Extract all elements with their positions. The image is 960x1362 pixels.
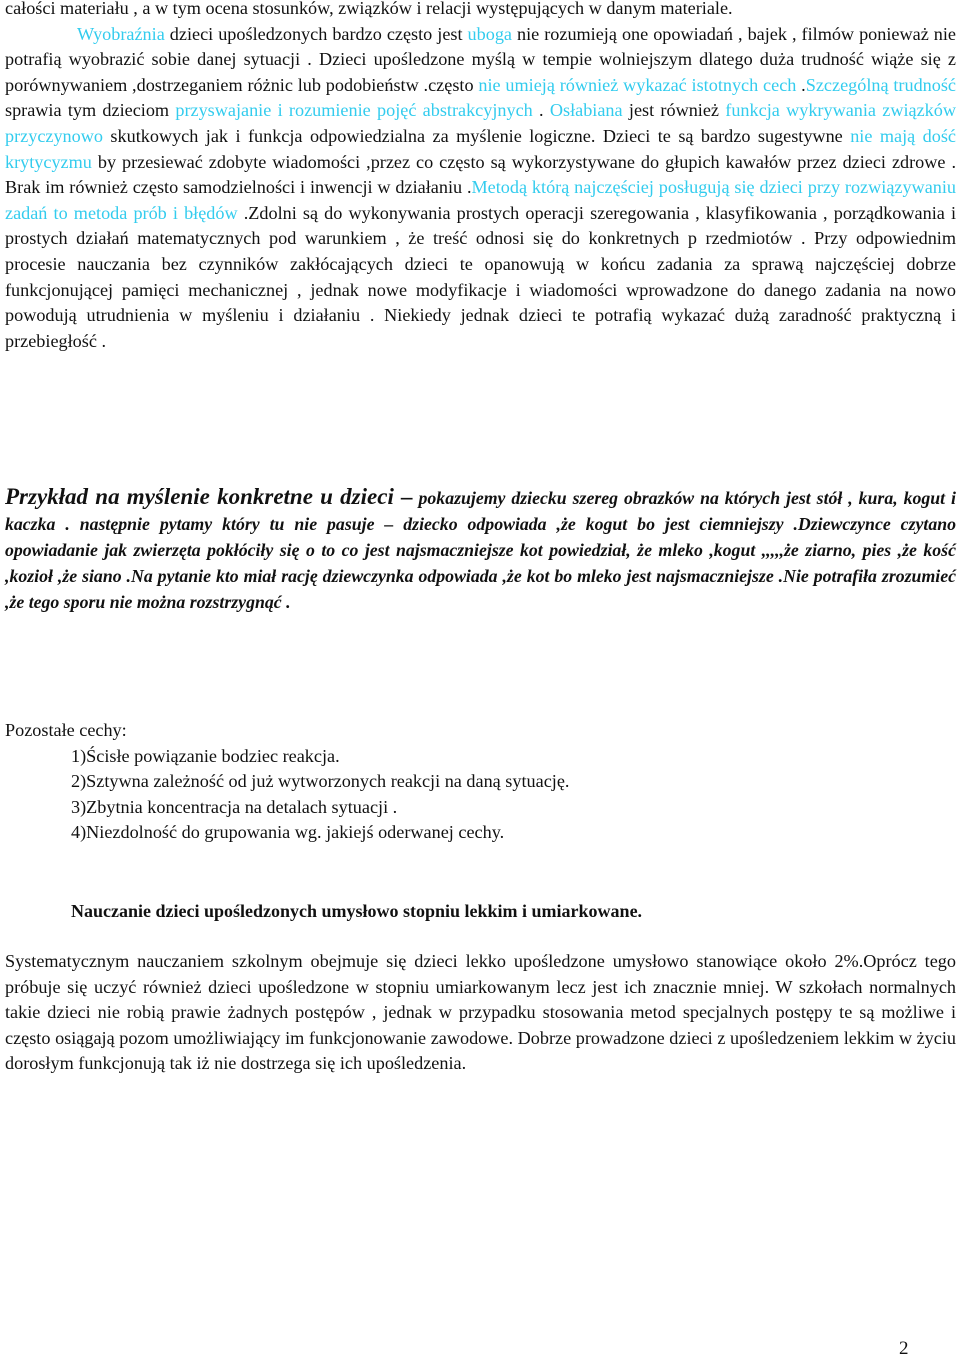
paragraph-teaching: Systematycznym nauczaniem szkolnym obejmuje się dzieci lekko upośledzone umysłowo stanowiące około 2%.Oprócz tego próbuje się uczyć również dzieci upośledzone w stopniu umiarkowanym lecz jest ich znacznie mniej. W szkołach normalnych takie dzieci nie robią prawie żadnych postępów , jednak w przypadku stosowania metod specjalnych postępy te są możliwe i często osiągają pozom umożliwiający im funkcjonowanie zawodowe. Dobrze prowadzone dzieci z upośledzeniem lekkim w życiu dorosłym funkcjonują tak iż nie dostrzega się ich upośledzenia.	[5, 951, 956, 1074]
highlight-text: Wyobraźnia	[77, 23, 165, 44]
highlight-text: Szczególną trudność	[805, 74, 956, 95]
highlight-text: nie mają dość krytycyzmu	[5, 125, 956, 172]
highlight-text: nie umieją również wykazać istotnych cech	[478, 74, 797, 95]
highlight-text: funkcja wykrywania związków przyczynowo	[5, 100, 956, 146]
text-run: jest również	[622, 100, 726, 121]
text-run: sprawia tym dzieciom	[5, 100, 176, 121]
section-heading: Nauczanie dzieci upośledzonych umysłowo stopniu lekkim i umiarkowane.	[71, 901, 643, 921]
page-number: 2	[899, 1338, 909, 1359]
traits-title: Pozostałe cechy:	[5, 720, 127, 740]
example-paragraph	[5, 484, 956, 615]
text-run: nie rozumieją one opowiadań , bajek , filmów ponieważ nie potrafią wyobrazić sobie danej sytuacji . Dzieci upośledzone myślą w tempie wolniejszym dlatego duża trudność wiąże się z porównywaniem ,dostrzeganiem różnic lub podobieństw .często	[5, 23, 956, 95]
text-run: całości materiału , a w tym ocena stosunków, związków i relacji występujących w danym materiale.	[5, 0, 733, 18]
highlight-text: Osłabiana	[549, 100, 623, 121]
highlight-text: uboga	[467, 23, 512, 44]
highlight-text: przyswajanie i rozumienie pojęć abstrakcyjnych	[175, 100, 533, 121]
highlight-text: Metodą którą najczęściej posługują się dzieci przy rozwiązywaniu zadań to metoda prób i błędów	[5, 177, 957, 223]
text-run: dzieci upośledzonych bardzo często jest	[164, 23, 468, 44]
list-item: 1)Ścisłe powiązanie bodziec reakcja.	[71, 745, 340, 766]
example-body: pokazujemy dziecku szereg obrazków na których jest stół , kura, kogut i kaczka . następnie pytamy który tu nie pasuje – dziecko odpowiada ,że kogut bo jest ciemniejszy .Dziewczynce czytano opowiadanie jak zwierzęta pokłóciły się o to co jest najsmaczniejsze kot powiedział, że mleko ,kogut ,,,,,że ziarno, pies ,że kość ,kozioł ,że siano .Na pytanie kto miał rację dziewczynka odpowiada ,że kot bo mleko jest najsmaczniejsze .Nie potrafiła zrozumieć ,że tego sporu nie można rozstrzygnąć .	[5, 488, 956, 612]
list-item: 2)Sztywna zależność od już wytworzonych reakcji na daną sytuację.	[71, 771, 570, 792]
text-run: .	[796, 74, 806, 95]
text-run: .Zdolni są do wykonywania prostych operacji szeregowania , klasyfikowania , porządkowania i prostych działań matematycznych pod warunkiem , że treść odnosi się do konkretnych p rzedmiotów . Przy odpowiednim procesie nauczania bez czynników zakłócających dzieci te opanowują w końcu zadania za sprawą najczęściej dobrze funkcjonującej pamięci mechanicznej , jednak nowe modyfikacje i wiadomości wprowadzone do danego zadania na nowo powodują utrudnienia w myśleniu i działaniu . Niekiedy jednak dzieci te potrafią wykazać dużą zaradność praktyczną i przebiegłość .	[5, 202, 956, 351]
text-run: skutkowych jak i funkcja odpowiedzialna za myślenie logiczne. Dzieci te są bardzo sugestywne	[102, 125, 851, 146]
traits-list	[5, 718, 905, 846]
list-item: 3)Zbytnia koncentracja na detalach sytuacji .	[71, 796, 398, 817]
list-item: 4)Niezdolność do grupowania wg. jakiejś oderwanej cechy.	[71, 822, 505, 843]
text-run: .	[532, 100, 550, 121]
paragraph-cognition	[5, 0, 956, 354]
text-run: by przesiewać zdobyte wiadomości ,przez co często są wykorzystywane do głupich kawałów przez dzieci zdrowe . Brak im również często samodzielności i inwencji w działaniu .	[5, 151, 956, 198]
example-lead: Przykład na myślenie konkretne u dzieci –	[5, 484, 413, 509]
